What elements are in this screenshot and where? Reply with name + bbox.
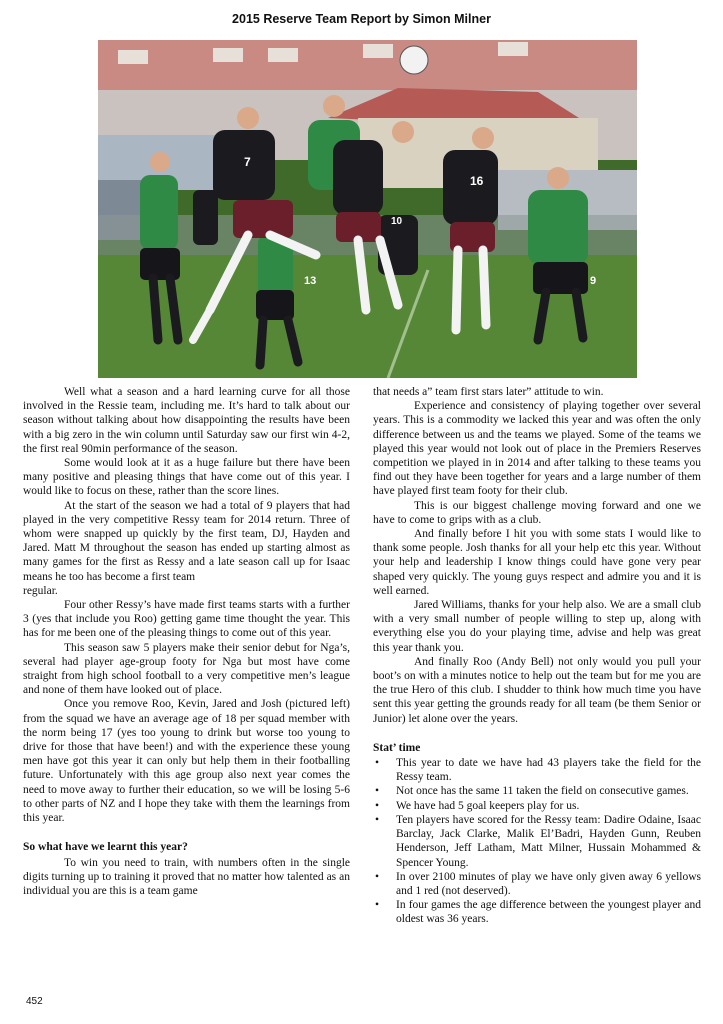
list-item: • We have had 5 goal keepers play for us. — [373, 799, 701, 813]
left-column — [23, 385, 350, 898]
shirt-number-9: 9 — [590, 275, 597, 287]
paragraph: Four other Ressy’s have made first teams starts with a further 3 (yes that include you Roo) getting game time thought the year. This has for me been one of the pleasing things to come out of this year. — [23, 599, 350, 640]
section-heading-learnt: So what have we learnt this year? — [23, 841, 188, 854]
paragraph: Once you remove Roo, Kevin, Jared and Josh (pictured left) from the squad we have an average age of 18 per squad member with the norm being 17 (yes too young to drink but worse too young to drive for those that have been!) and with the experience these young men have got this year it can only but help them in their footballing future. Unfortunately with this age group also next year comes the need to move away to further their education, so we will be losing 5-6 to other parts of NZ and I hope they take with them the learnings from this year. — [23, 698, 350, 825]
paragraph: Well what a season and a hard learning curve for all those involved in the Ressie team, including me. It’s hard to talk about our season without talking about how disappointing the results have been with a big zero in the win column until Saturday saw our first win 4-2, the first real 90min performance of the season. — [23, 386, 350, 455]
paragraph: At the start of the season we had a total of 9 players that had played in the very competitive Ressy team for 2014 return. Three of whom were snapped up quickly by the first team, DJ, Hayden and Jared. Matt M throughout the season has ended up starting almost as many games for the first as Ressy and a late season call up for Isaac means he too has become a first team — [23, 499, 350, 583]
shirt-number-7: 7 — [244, 155, 251, 169]
paragraph: And finally Roo (Andy Bell) not only would you pull your boot’s on with a minutes notice to help out the team but for me you are the true Hero of this club. I shudder to think how much time you have sent this year getting the grounds ready for all team (be them Senior or Junior) let alone over the years. — [373, 655, 701, 725]
paragraph: And finally before I hit you with some stats I would like to thank some people. Josh thanks for all your help etc this year. Without your help and leadership I know things could have gone very pear shaped very quickly. The young guys respect and admire you and it is well earned. — [373, 528, 701, 597]
match-photo — [98, 40, 637, 378]
shirt-number-16: 16 — [470, 174, 484, 188]
list-item: • This year to date we have had 43 players take the field for the Ressy team. — [373, 756, 701, 784]
paragraph: Jared Williams, thanks for your help also. We are a small club with a very small number of people willing to step up, along with everything else you do your playing time, advise and help was great this year thank you. — [373, 599, 701, 654]
paragraph: Some would look at it as a huge failure but there have been many positive and pleasing things that have come out of this year. I would like to focus on these, rather than the score lines. — [23, 457, 350, 498]
shirt-number-10: 10 — [391, 216, 403, 227]
page-number: 452 — [26, 996, 43, 1007]
list-item: • In four games the age difference between the youngest player and oldest was 36 years. — [373, 898, 701, 926]
stats-list — [373, 756, 701, 926]
match-photo-illustration — [98, 40, 637, 378]
paragraph: Experience and consistency of playing together over several years. This is a commodity we lacked this year and was often the only difference between us and the teams we played. Some of the teams we played this year would not look out of place in the Premiers Reserves competition we played in in 2014 and after talking to these teams you find out they have been together for years and a large number of them have played first team footy for their club. — [373, 400, 701, 498]
paragraph: To win you need to train, with numbers often in the single digits turning up to training it proved that no matter how talented as an individual you are this is a team game — [23, 856, 350, 897]
list-item: • Ten players have scored for the Ressy team: Dadire Odaine, Isaac Barclay, Jack Clarke, Malik El’Badri, Hayden Gunn, Reuben Henderson, Jeff Latham, Matt Milner, Hussain Mohammed & Spencer Young. — [373, 813, 701, 870]
section-heading-stats: Stat’ time — [373, 741, 421, 754]
shirt-number-13: 13 — [304, 275, 317, 287]
paragraph: regular. — [23, 584, 58, 597]
list-item: • In over 2100 minutes of play we have only given away 6 yellows and 1 red (not deserved). — [373, 870, 701, 898]
right-column — [373, 385, 701, 927]
list-item: • Not once has the same 11 taken the field on consecutive games. — [373, 784, 701, 798]
page-title: 2015 Reserve Team Report by Simon Milner — [232, 12, 491, 26]
paragraph: This is our biggest challenge moving forward and one we have to come to grips with as a club. — [373, 499, 701, 526]
paragraph: This season saw 5 players make their senior debut for Nga’s, several had player age-group footy for Nga but most have come straight from high school football to a very competitive men’s league and none of them have looked out of place. — [23, 641, 350, 697]
paragraph: that needs a” team first stars later” attitude to win. — [373, 386, 604, 398]
